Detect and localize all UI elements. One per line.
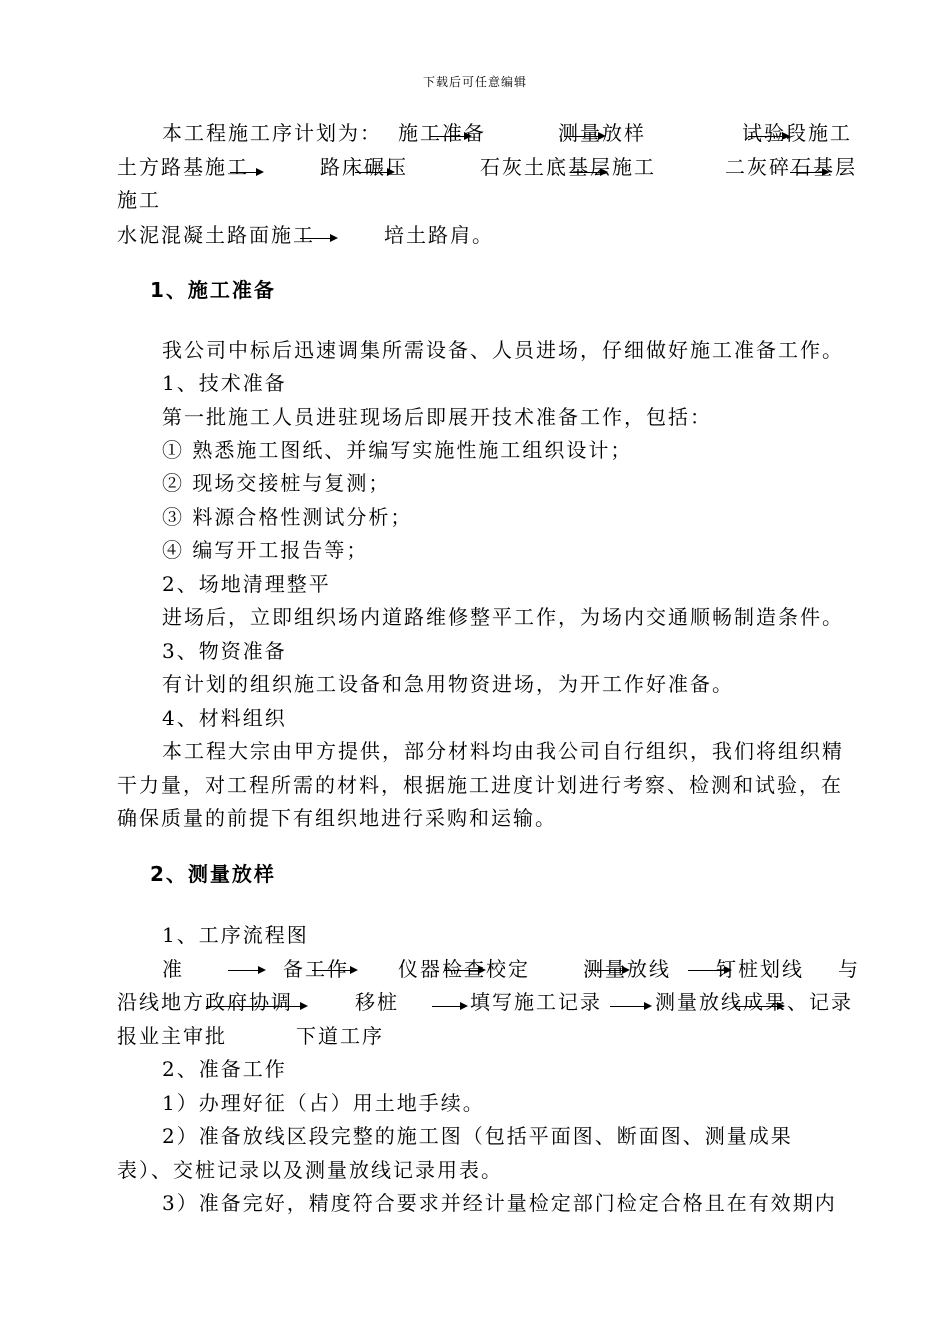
arrow-icon bbox=[228, 970, 264, 971]
arrow-icon bbox=[444, 970, 484, 971]
plan-step-2: 测量放样 bbox=[558, 121, 646, 145]
arrow-icon bbox=[564, 136, 604, 137]
arrow-icon bbox=[430, 136, 470, 137]
arrow-icon bbox=[312, 970, 356, 971]
flow-chart-title: 1、工序流程图 bbox=[162, 923, 309, 947]
plan-step-5: 路床碾压 bbox=[320, 155, 408, 179]
plan-step-1: 施工准备 bbox=[398, 121, 486, 145]
flow-step: 移桩 bbox=[355, 990, 399, 1014]
arrow-icon bbox=[432, 1006, 466, 1007]
tech-prep-item: ① 熟悉施工图纸、并编写实施性施工组织设计； bbox=[162, 438, 633, 462]
flow-step: 测量放线 bbox=[583, 957, 671, 981]
tech-prep-intro: 第一批施工人员进驻现场后即展开技术准备工作，包括： bbox=[162, 405, 712, 429]
tech-prep-title: 1、技术准备 bbox=[162, 371, 287, 395]
tech-prep-item: ③ 料源合格性测试分析； bbox=[162, 505, 413, 529]
material-prep-title: 3、物资准备 bbox=[162, 639, 287, 663]
section-2-title: 2、测量放样 bbox=[150, 862, 276, 886]
prep-work-item: 1）办理好征（占）用土地手续。 bbox=[162, 1091, 485, 1115]
arrow-icon bbox=[748, 136, 788, 137]
material-org-title: 4、材料组织 bbox=[162, 706, 287, 730]
flow-step: 钉桩划线 bbox=[716, 957, 804, 981]
plan-intro: 本工程施工序计划为： bbox=[162, 121, 382, 145]
material-org-text: 确保质量的前提下有组织地进行采购和运输。 bbox=[117, 806, 557, 830]
arrow-icon bbox=[688, 970, 730, 971]
site-prep-title: 2、场地清理整平 bbox=[162, 572, 331, 596]
arrow-icon bbox=[230, 172, 262, 173]
plan-step-7: 二灰碎石基层 bbox=[725, 155, 857, 179]
flow-step: 报业主审批 bbox=[117, 1024, 227, 1048]
arrow-icon bbox=[735, 1006, 783, 1007]
flow-step: 测量放线成果、记录 bbox=[655, 990, 853, 1014]
tech-prep-item: ④ 编写开工报告等； bbox=[162, 538, 369, 562]
plan-step-4: 土方路基施工 bbox=[117, 155, 249, 179]
arrow-icon bbox=[206, 1006, 306, 1007]
prep-work-item: 3）准备完好，精度符合要求并经计量检定部门检定合格且在有效期内 bbox=[162, 1191, 837, 1215]
arrow-icon bbox=[790, 172, 828, 173]
flow-step: 填写施工记录 bbox=[470, 990, 602, 1014]
plan-step-6: 石灰土底基层施工 bbox=[480, 155, 656, 179]
material-prep-text: 有计划的组织施工设备和急用物资进场，为开工作好准备。 bbox=[162, 672, 734, 696]
plan-step-3: 试验段施工 bbox=[742, 121, 852, 145]
arrow-icon bbox=[300, 238, 336, 239]
page-header: 下载后可任意编辑 bbox=[422, 75, 527, 89]
flow-step: 下道工序 bbox=[296, 1024, 384, 1048]
arrow-icon bbox=[588, 970, 628, 971]
tech-prep-item: ② 现场交接桩与复测； bbox=[162, 471, 391, 495]
prep-work-item: 表）、交桩记录以及测量放线记录用表。 bbox=[117, 1158, 503, 1182]
plan-step-9: 培土路肩。 bbox=[384, 223, 494, 247]
plan-step-8: 水泥混凝土路面施工 bbox=[117, 223, 315, 247]
arrow-icon bbox=[610, 1006, 650, 1007]
site-prep-text: 进场后，立即组织场内道路维修整平工作，为场内交通顺畅制造条件。 bbox=[162, 605, 844, 629]
flow-step: 备工作 bbox=[283, 957, 349, 981]
flow-step: 沿线地方政府协调 bbox=[117, 990, 293, 1014]
prep-work-item: 2）准备放线区段完整的施工图（包括平面图、断面图、测量成果 bbox=[162, 1124, 793, 1148]
plan-step-7-cont: 施工 bbox=[117, 188, 161, 212]
arrow-icon bbox=[570, 172, 606, 173]
flow-step: 仪器检查校定 bbox=[398, 957, 530, 981]
material-org-text: 干力量，对工程所需的材料，根据施工进度计划进行考察、检测和试验，在 bbox=[117, 773, 843, 797]
material-org-text: 本工程大宗由甲方提供，部分材料均由我公司自行组织，我们将组织精 bbox=[162, 739, 844, 763]
flow-step: 准 bbox=[162, 957, 184, 981]
section-1-title: 1、施工准备 bbox=[150, 278, 276, 302]
arrow-icon bbox=[355, 172, 393, 173]
prep-work-title: 2、准备工作 bbox=[162, 1057, 287, 1081]
flow-step: 与 bbox=[838, 957, 860, 981]
section-1-intro: 我公司中标后迅速调集所需设备、人员进场，仔细做好施工准备工作。 bbox=[162, 338, 844, 362]
